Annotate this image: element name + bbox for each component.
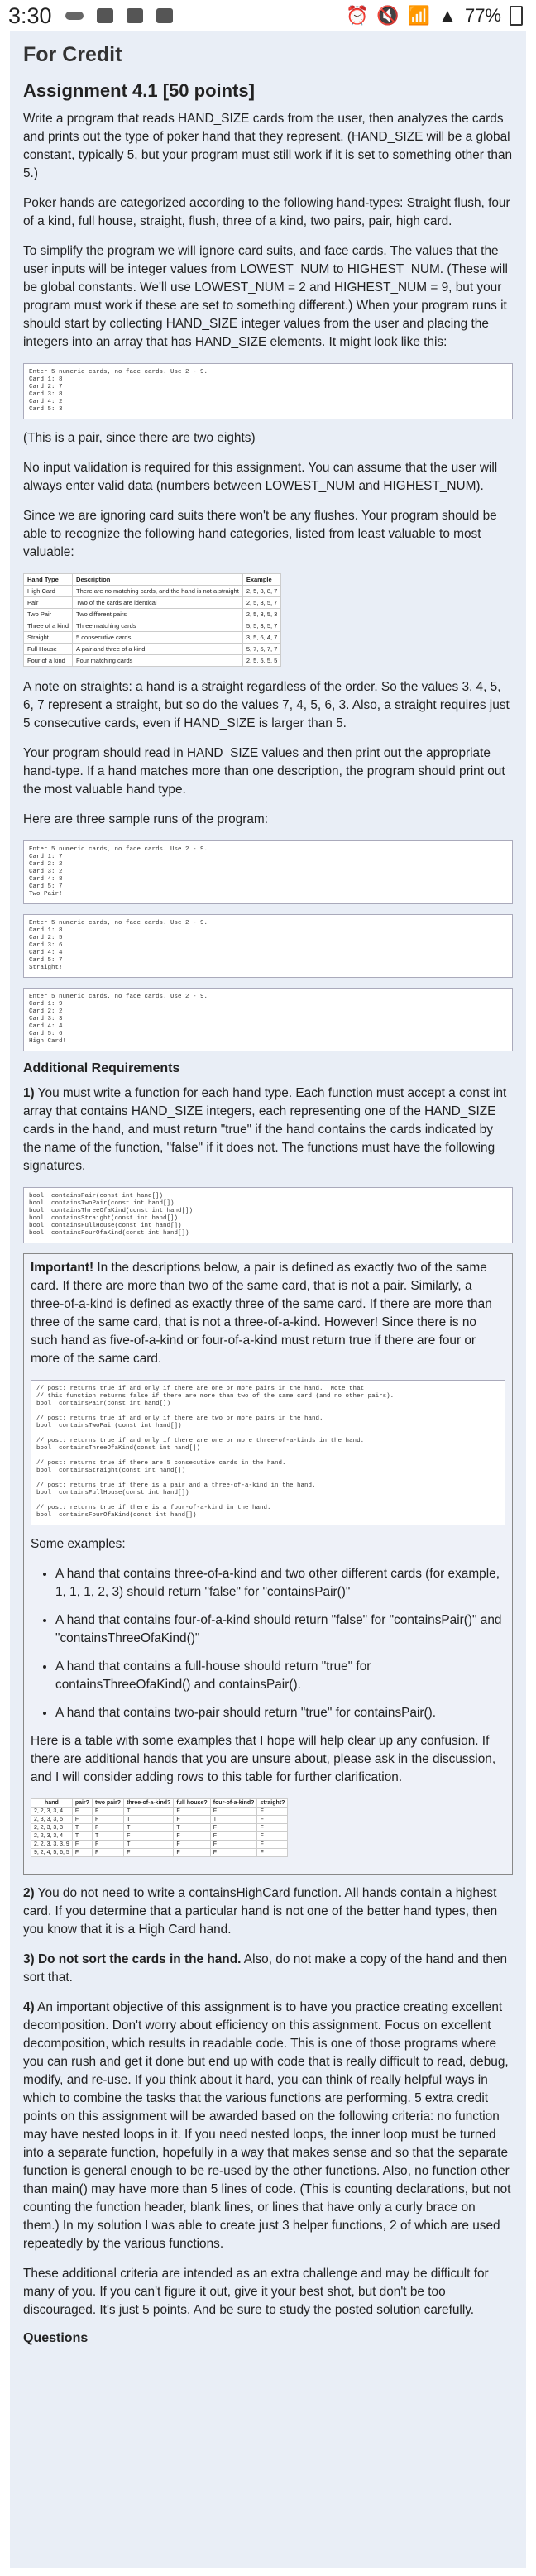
table-cell: 5, 5, 3, 5, 7 (242, 620, 281, 632)
important-note (31, 1259, 505, 1368)
table-cell: F (72, 1816, 92, 1824)
hand-table-header: Hand Type (24, 574, 73, 586)
requirement-2 (23, 1884, 513, 1939)
examples-header: straight? (257, 1799, 288, 1808)
table-row (24, 644, 281, 655)
requirement-4 (23, 1999, 513, 2253)
table-cell: Three of a kind (24, 620, 73, 632)
examples-header: hand (31, 1799, 73, 1808)
table-cell: F (92, 1824, 123, 1832)
table-cell: F (257, 1808, 288, 1816)
page-title: For Credit (23, 43, 122, 66)
table-cell: F (92, 1841, 123, 1849)
signal-icon: ▲ (438, 5, 457, 26)
paragraph-sample-runs: Here are three sample runs of the program: (23, 812, 268, 826)
chat-icon (97, 8, 113, 23)
table-cell: T (124, 1808, 174, 1816)
table-row (31, 1841, 288, 1849)
paragraph-hand-types: Poker hands are categorized according to the following hand-types: Straight flush, four of a kind, full house, straight, flush, three of a kind, two pairs, pair, high card. (23, 196, 510, 228)
table-cell: F (124, 1832, 174, 1841)
examples-list (31, 1565, 505, 1722)
table-cell: F (72, 1841, 92, 1849)
table-row (24, 609, 281, 620)
table-cell: F (257, 1824, 288, 1832)
table-cell: High Card (24, 586, 73, 597)
hand-table-header: Example (242, 574, 281, 586)
table-row (31, 1816, 288, 1824)
table-cell: F (210, 1824, 257, 1832)
table-cell: F (72, 1849, 92, 1857)
table-cell: Straight (24, 632, 73, 644)
paragraph-categories: Since we are ignoring card suits there won't be any flushes. Your program should be able to recognize the following hand categories, listed from least valuable to most valuable: (23, 509, 497, 559)
table-cell: 2, 5, 3, 5, 3 (242, 609, 281, 620)
table-cell: T (174, 1824, 210, 1832)
table-row (24, 632, 281, 644)
table-cell: F (210, 1849, 257, 1857)
table-cell: T (124, 1816, 174, 1824)
table-cell: T (124, 1841, 174, 1849)
table-cell: Pair (24, 597, 73, 609)
table-cell: Full House (24, 644, 73, 655)
examples-header: three-of-a-kind? (124, 1799, 174, 1808)
list-item: • A hand that contains two-pair should return "true" for containsPair(). (55, 1704, 505, 1722)
table-cell: F (124, 1849, 174, 1857)
sample-run-code: Enter 5 numeric cards, no face cards. Use 2 - 9. Card 1: 8 Card 2: 5 Card 3: 6 Card 4: 4 Card 5: 7 Straight! (23, 914, 513, 978)
requirement-number: 4) (23, 2000, 35, 2014)
table-cell: A pair and three of a kind (73, 644, 243, 655)
paragraph-closing: These additional criteria are intended as an extra challenge and may be difficult for many of you. If you can't figure it out, give it your best shot, but don't be too discouraged. It's just 5 points. And be sure to study the posted solution carefully. (23, 2267, 489, 2317)
table-cell: F (72, 1808, 92, 1816)
section-heading-questions: Questions (23, 2331, 89, 2345)
status-bar (0, 0, 536, 31)
table-cell: 2, 2, 3, 3, 4 (31, 1832, 73, 1841)
table-cell: Four matching cards (73, 655, 243, 667)
requirement-text: You must write a function for each hand type. Each function must accept a const int array that contains HAND_SIZE integers, each representing one of the HAND_SIZE cards in the hand, and must return "true" if the hand contains the cards indicated by the name of the function, "false" if it does not. The functions must have the following signatures. (23, 1086, 507, 1173)
examples-header: four-of-a-kind? (210, 1799, 257, 1808)
table-cell: T (72, 1824, 92, 1832)
requirement-text: Also, do not make a copy of the hand and then sort that. (23, 1952, 508, 1985)
table-cell: F (257, 1849, 288, 1857)
status-time: 3:30 (8, 2, 52, 28)
table-row (24, 586, 281, 597)
table-cell: 5 consecutive cards (73, 632, 243, 644)
table-cell: F (174, 1832, 210, 1841)
table-cell: F (92, 1849, 123, 1857)
table-row (24, 655, 281, 667)
table-cell: 2, 2, 3, 3, 4 (31, 1808, 73, 1816)
examples-header: two pair? (92, 1799, 123, 1808)
table-cell: F (92, 1816, 123, 1824)
mute-icon: 🔇 (376, 5, 400, 26)
hand-table-header: Description (73, 574, 243, 586)
requirement-number: 2) (23, 1886, 35, 1900)
list-item: • A hand that contains four-of-a-kind should return "false" for "containsPair()" and "containsThreeOfaKind()" (55, 1611, 505, 1648)
sample-run-code: Enter 5 numeric cards, no face cards. Use 2 - 9. Card 1: 9 Card 2: 2 Card 3: 3 Card 4: 4 Card 5: 6 High Card! (23, 988, 513, 1051)
voicemail-icon (65, 12, 84, 20)
table-cell: T (92, 1832, 123, 1841)
assignment-page (10, 31, 526, 2568)
table-row (31, 1832, 288, 1841)
wifi-icon: 📶 (407, 5, 431, 26)
chat-icon (127, 8, 143, 23)
requirement-number: 1) (23, 1086, 35, 1100)
table-cell: F (210, 1841, 257, 1849)
requirement-3 (23, 1951, 513, 1987)
important-box (23, 1253, 513, 1875)
table-cell: F (210, 1808, 257, 1816)
table-cell: F (257, 1832, 288, 1841)
table-cell: F (174, 1816, 210, 1824)
table-cell: 2, 2, 3, 3, 3, 9 (31, 1841, 73, 1849)
important-label: Important! (31, 1261, 94, 1275)
table-cell: 2, 5, 3, 5, 7 (242, 597, 281, 609)
table-row (31, 1849, 288, 1857)
table-cell: Four of a kind (24, 655, 73, 667)
table-cell: 3, 5, 6, 4, 7 (242, 632, 281, 644)
table-cell: F (174, 1841, 210, 1849)
table-cell: F (257, 1816, 288, 1824)
examples-header: full house? (174, 1799, 210, 1808)
table-cell: F (174, 1849, 210, 1857)
function-signatures-code: bool containsPair(const int hand[]) bool containsTwoPair(const int hand[]) bool containsThreeOfaKind(const int hand[]) bool containsStraight(const int hand[]) bool containsFullHouse(const int hand[]) bool containsFourOfaKind(const int hand[]) (23, 1187, 513, 1243)
table-cell: 5, 7, 5, 7, 7 (242, 644, 281, 655)
table-cell: 9, 2, 4, 5, 6, 5 (31, 1849, 73, 1857)
postcondition-code: // post: returns true if and only if there are one or more pairs in the hand. Note that // this function returns false if there are more than two of the same card (and no other pairs). bool containsPair(const int hand[]) // post: returns true if and only if there are two or more pairs in the hand. bool containsTwoPair(const int hand[]) // post: returns true if and only if there are one or more three-of-a-kinds in the hand. bool containsThreeOfaKind(const int hand[]) // post: returns true if there are 5 consecutive cards in the hand. bool containsStraight(const int hand[]) // post: returns true if there is a pair and a three-of-a-kind in the hand. bool containsFullHouse(const int hand[]) // post: returns true if there is a four-of-a-kind in the hand. bool containsFourOfaKind(const int hand[]) (31, 1380, 505, 1525)
table-cell: 2, 5, 3, 8, 7 (242, 586, 281, 597)
table-cell: T (210, 1816, 257, 1824)
paragraph-table-intro: Here is a table with some examples that I hope will help clear up any confusion. If there are additional hands that you are unsure about, please ask in the discussion, and I will consider adding rows to this table for further clarification. (31, 1734, 496, 1784)
table-cell: Three matching cards (73, 620, 243, 632)
table-cell: 2, 5, 5, 5, 5 (242, 655, 281, 667)
battery-percent: 77% (464, 5, 501, 26)
requirement-1 (23, 1085, 513, 1175)
table-cell: F (257, 1841, 288, 1849)
table-cell: There are no matching cards, and the hand is not a straight (73, 586, 243, 597)
table-cell: 2, 2, 3, 3, 3 (31, 1824, 73, 1832)
paragraph-simplify: To simplify the program we will ignore card suits, and face cards. The values that the user inputs will be integer values from LOWEST_NUM to HIGHEST_NUM. (These will be global constants. We'll use LOWEST_NUM = 2 and HIGHEST_NUM = 9, but your program must work if these are set to something different.) When your program runs it should start by collecting HAND_SIZE integer values from the user and placing the integers into an array that has HAND_SIZE elements. It might look like this: (23, 244, 508, 349)
alarm-icon: ⏰ (345, 5, 369, 26)
checkbox-icon (156, 8, 173, 23)
table-cell: F (92, 1808, 123, 1816)
sample-input-code: Enter 5 numeric cards, no face cards. Use 2 - 9. Card 1: 8 Card 2: 7 Card 3: 8 Card 4: 2 Card 5: 3 (23, 363, 513, 419)
table-row (31, 1824, 288, 1832)
requirement-text: You do not need to write a containsHighCard function. All hands contain a highest card. If you determine that a particular hand is not one of the better hand types, then you know that it is a High Card hand. (23, 1886, 498, 1937)
table-cell: Two of the cards are identical (73, 597, 243, 609)
table-cell: T (72, 1832, 92, 1841)
paragraph-validation: No input validation is required for this assignment. You can assume that the user will always enter valid data (numbers between LOWEST_NUM and HIGHEST_NUM). (23, 461, 498, 493)
table-cell: T (124, 1824, 174, 1832)
table-cell: 2, 3, 3, 3, 5 (31, 1816, 73, 1824)
examples-label: Some examples: (31, 1537, 126, 1551)
table-cell: F (174, 1808, 210, 1816)
paragraph-straights: A note on straights: a hand is a straight regardless of the order. So the values 3, 4, 5, 6, 7 represent a straight, but so do the values 7, 4, 5, 6, 3. Also, a straight requires just 5 consecutive cards, even if HAND_SIZE is larger than 5. (23, 680, 510, 730)
table-row (24, 620, 281, 632)
sample-run-code: Enter 5 numeric cards, no face cards. Use 2 - 9. Card 1: 7 Card 2: 2 Card 3: 2 Card 4: 8 Card 5: 7 Two Pair! (23, 840, 513, 904)
list-item: • A hand that contains a full-house should return "true" for containsThreeOfaKind() and containsPair(). (55, 1658, 505, 1694)
table-row (31, 1808, 288, 1816)
paragraph-output: Your program should read in HAND_SIZE values and then print out the appropriate hand-type. If a hand matches more than one description, the program should print out the most valuable hand type. (23, 746, 505, 797)
requirement-text: An important objective of this assignment is to have you practice creating excellent decomposition. Don't worry about efficiency on this assignment. Focus on excellent decomposition, which results in readable code. This is one of those programs where you can rush and get it done but end up with code that is really difficult to read, debug, modify, and re-use. If you think about it hard, you can think of really helpful ways in which to combine the tasks that the various functions are performing. 5 extra credit points on this assignment will be awarded based on the following criteria: no function may have nested loops in it. If you need nested loops, the inner loop must be turned into a separate function, hopefully in a way that makes sense and so that the separate function is general enough to be re-used by the other functions. Also, no function other than main() may have more than 5 lines of code. (This is counting declarations, but not counting the function header, blank lines, or lines that have only a curly brace on them.) In my solution I was able to create just 3 helper functions, 2 of which are used repeatedly by the various functions. (23, 2000, 511, 2251)
table-cell: F (210, 1832, 257, 1841)
important-text: In the descriptions below, a pair is defined as exactly two of the same card. If there are more than two of the same card, that is not a pair. Similarly, a three-of-a-kind is defined as exactly three of the same card. If there are more than three of the same card, that is not a three-of-a-kind. However! Since there is no such hand as five-of-a-kind or four-of-a-kind must return true if there are four or more of the same card. (31, 1261, 492, 1366)
requirement-lead: 3) Do not sort the cards in the hand. (23, 1952, 242, 1966)
section-heading: Additional Requirements (23, 1061, 180, 1075)
paragraph-pair-note: (This is a pair, since there are two eights) (23, 431, 256, 445)
assignment-title: Assignment 4.1 [50 points] (23, 80, 255, 101)
battery-icon (510, 6, 523, 26)
table-row (24, 597, 281, 609)
table-cell: Two different pairs (73, 609, 243, 620)
paragraph-intro: Write a program that reads HAND_SIZE cards from the user, then analyzes the cards and prints out the type of poker hand that they represent. (HAND_SIZE will be a global constant, typically 5, but your program must still work if it is set to something other than 5.) (23, 112, 513, 180)
hand-type-table (23, 573, 281, 667)
list-item: • A hand that contains three-of-a-kind and two other different cards (for example, 1, 1, 1, 2, 3) should return "false" for "containsPair()" (55, 1565, 505, 1602)
examples-header: pair? (72, 1799, 92, 1808)
table-cell: Two Pair (24, 609, 73, 620)
examples-table (31, 1798, 288, 1857)
